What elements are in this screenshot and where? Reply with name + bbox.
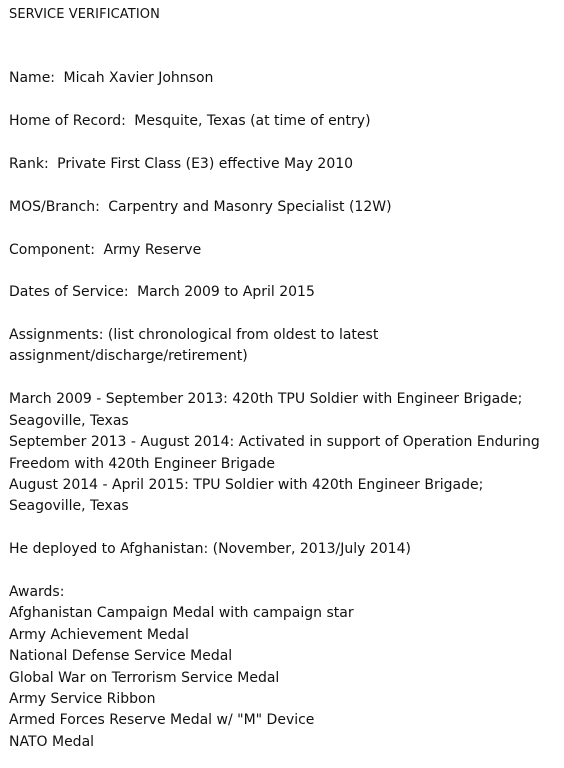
component-label: Component: <box>9 241 95 258</box>
assignment-entry <box>9 432 557 475</box>
award-item: Army Achievement Medal <box>9 626 189 643</box>
assignments-heading <box>9 325 557 368</box>
assignment-entry <box>9 475 557 518</box>
home-of-record-label: Home of Record: <box>9 113 126 130</box>
rank-field <box>9 154 557 175</box>
rank-value: Private First Class (E3) effective May 2010 <box>57 155 354 172</box>
home-of-record-value: Mesquite, Texas (at time of entry) <box>134 113 371 130</box>
assignment-line: Seagoville, Texas <box>9 412 129 429</box>
assignment-line: September 2013 - August 2014: Activated in support of Operation Enduring <box>9 434 540 451</box>
assignments-heading-line: assignment/discharge/retirement) <box>9 348 248 365</box>
award-item: National Defense Service Medal <box>9 648 233 665</box>
award-item: Afghanistan Campaign Medal with campaign star <box>9 605 354 622</box>
dates-of-service-value: March 2009 to April 2015 <box>137 284 315 301</box>
assignment-line: March 2009 - September 2013: 420th TPU Soldier with Engineer Brigade; <box>9 391 523 408</box>
award-item: NATO Medal <box>9 733 95 750</box>
awards-list <box>9 603 557 753</box>
deployment-statement: He deployed to Afghanistan: (November, 2013/July 2014) <box>9 541 411 558</box>
dates-of-service-label: Dates of Service: <box>9 284 129 301</box>
assignment-line: Seagoville, Texas <box>9 498 129 515</box>
awards-section <box>9 582 557 753</box>
service-verification-document <box>9 4 557 753</box>
name-label: Name: <box>9 70 56 87</box>
home-of-record-field <box>9 111 557 132</box>
assignment-line: Freedom with 420th Engineer Brigade <box>9 455 275 472</box>
mos-branch-value: Carpentry and Masonry Specialist (12W) <box>108 198 392 215</box>
award-item: Army Service Ribbon <box>9 690 156 707</box>
mos-branch-field <box>9 197 557 218</box>
award-item: Armed Forces Reserve Medal w/ "M" Device <box>9 712 315 729</box>
component-value: Army Reserve <box>103 241 202 258</box>
document-title: SERVICE VERIFICATION <box>9 7 160 22</box>
awards-heading: Awards: <box>9 583 65 600</box>
name-field <box>9 68 557 89</box>
name-value: Micah Xavier Johnson <box>63 70 214 87</box>
component-field <box>9 240 557 261</box>
assignments-heading-line: Assignments: (list chronological from oldest to latest <box>9 327 379 344</box>
mos-branch-label: MOS/Branch: <box>9 198 100 215</box>
assignment-line: August 2014 - April 2015: TPU Soldier with 420th Engineer Brigade; <box>9 476 484 493</box>
assignment-entry <box>9 389 557 432</box>
dates-of-service-field <box>9 282 557 303</box>
assignments-list <box>9 389 557 517</box>
award-item: Global War on Terrorism Service Medal <box>9 669 280 686</box>
rank-label: Rank: <box>9 155 49 172</box>
